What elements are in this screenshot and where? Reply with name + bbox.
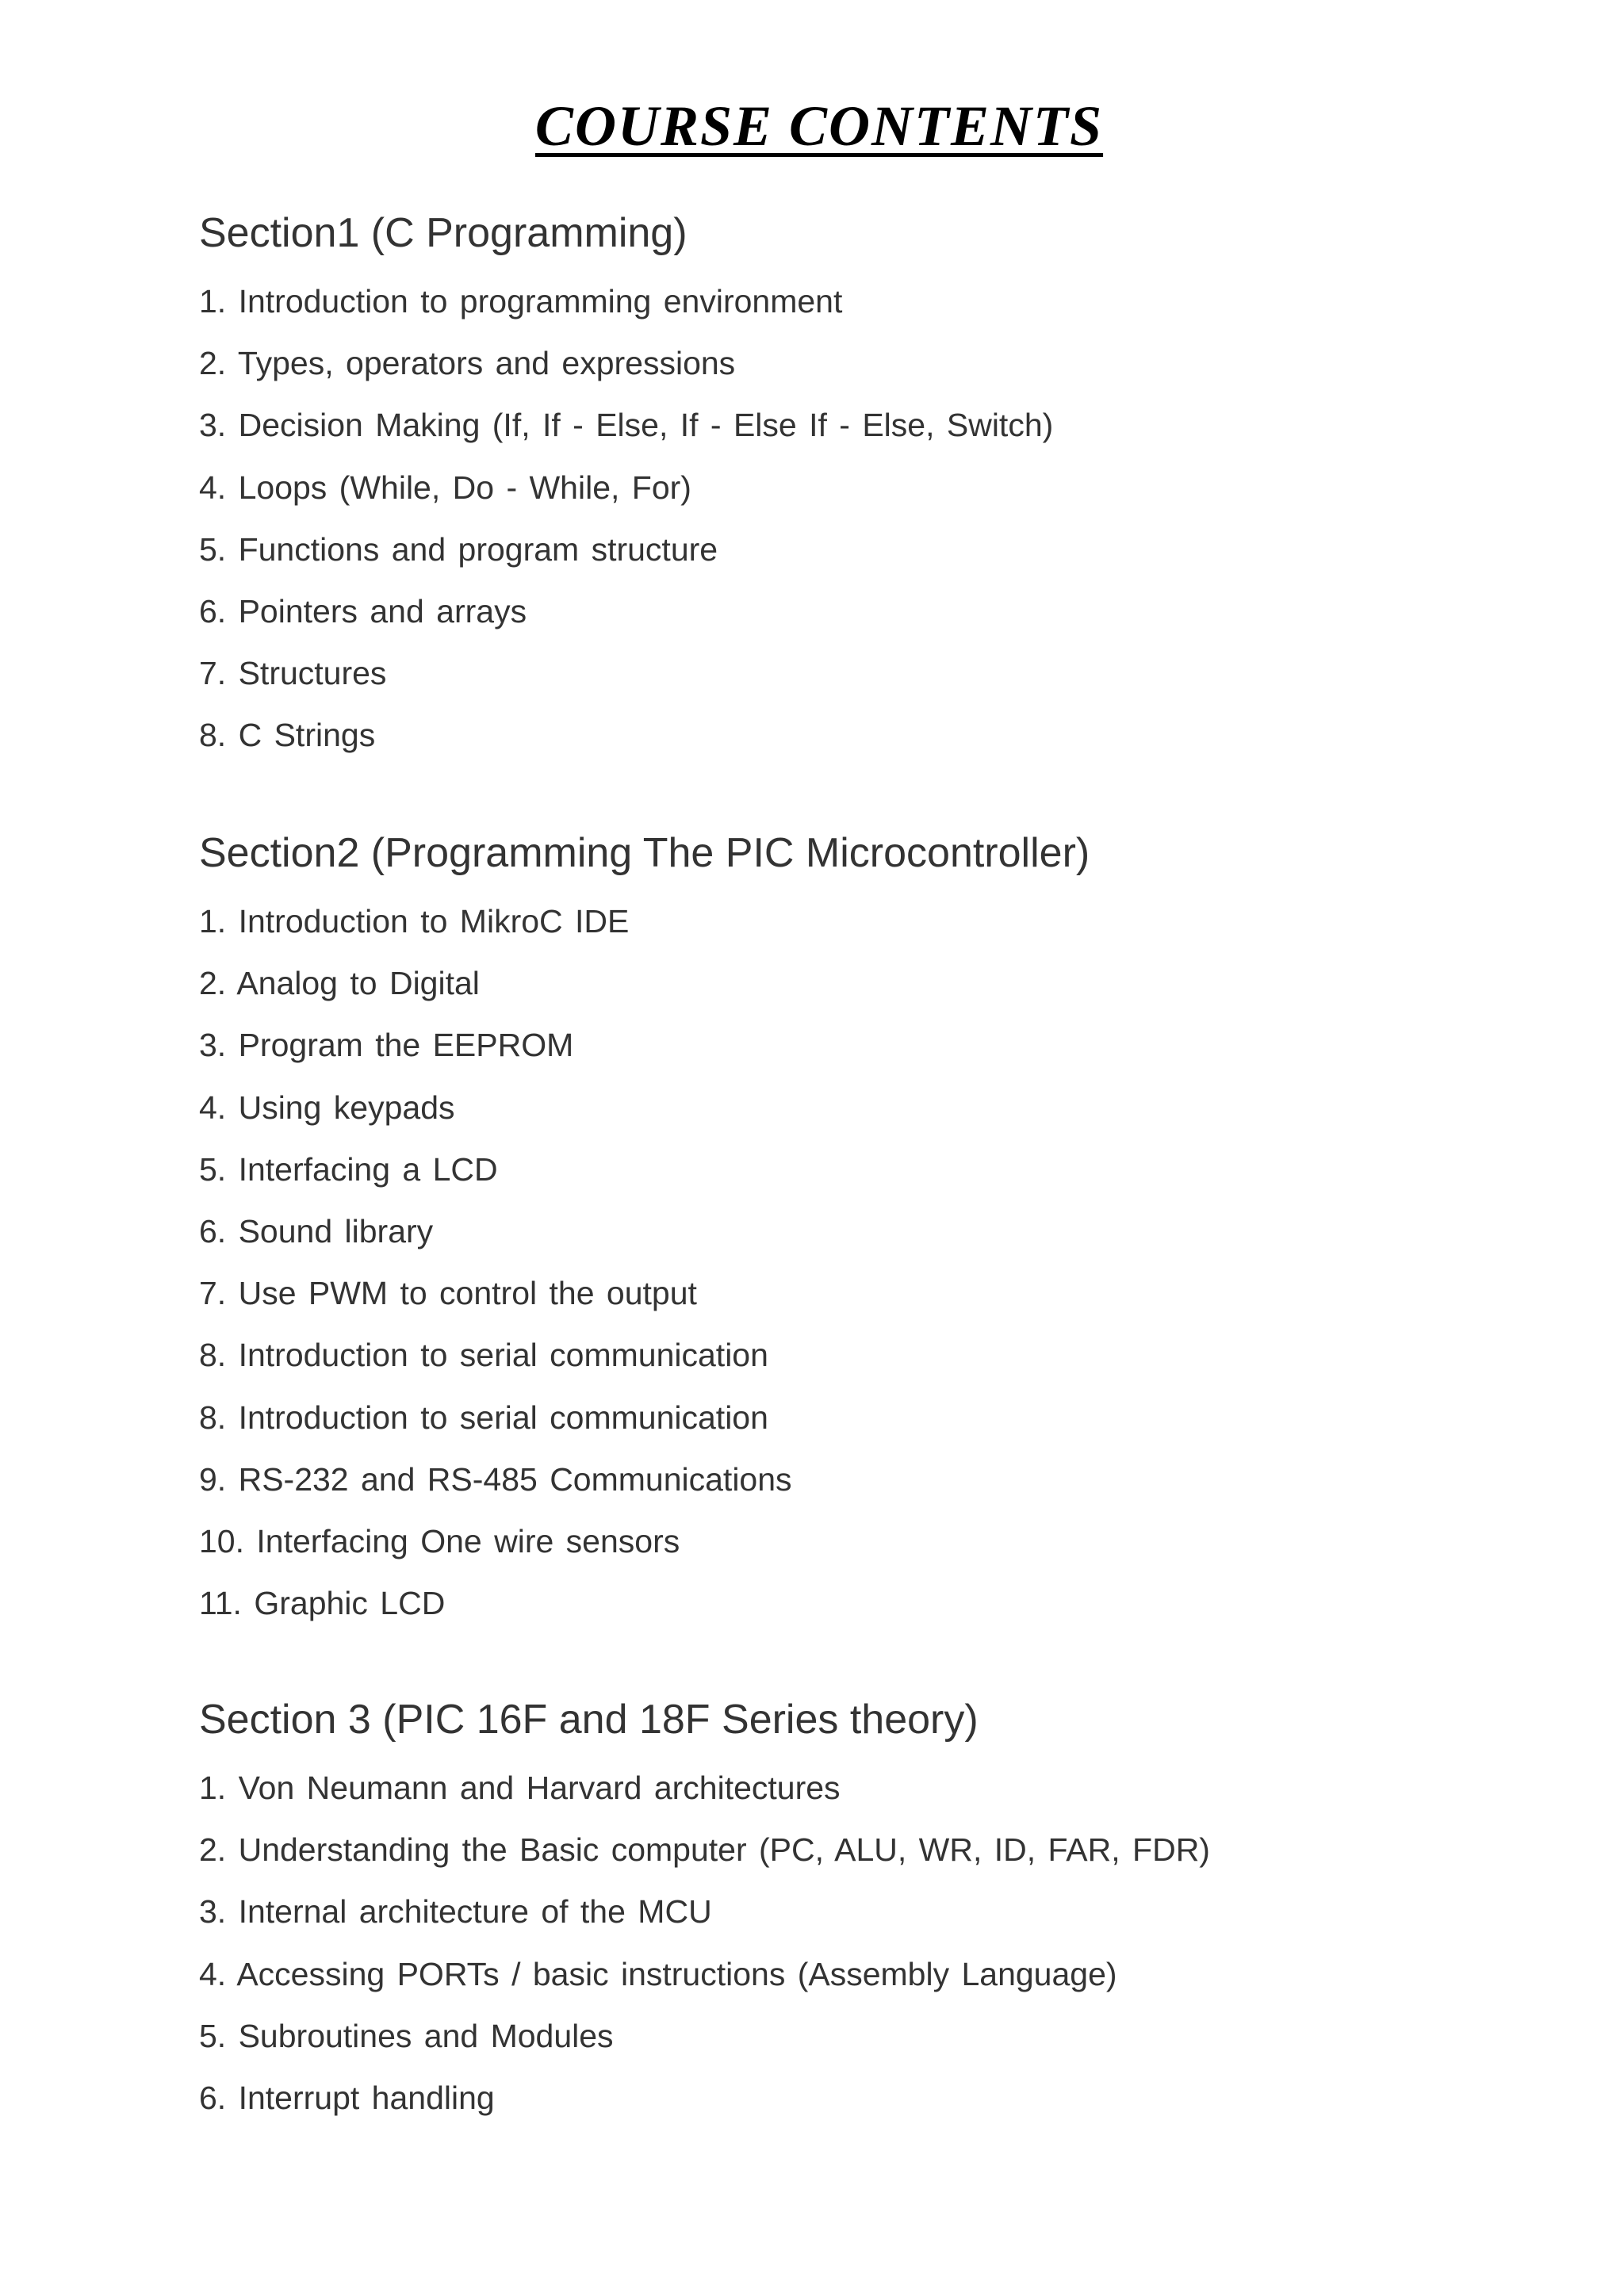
- section-c-programming: [199, 202, 1053, 767]
- page-title-text: COURSE CONTENTS: [534, 94, 1104, 158]
- list-item: 1. Introduction to programming environment: [199, 283, 843, 320]
- list-item: 2. Understanding the Basic computer (PC, ALU, WR, ID, FAR, FDR): [199, 1831, 1210, 1869]
- section-list: [199, 1757, 1210, 2129]
- section-heading: Section 3 (PIC 16F and 18F Series theory): [199, 1697, 979, 1743]
- list-item: 3. Decision Making (If, If - Else, If - Else If - Else, Switch): [199, 407, 1054, 444]
- list-item: 5. Interfacing a LCD: [199, 1150, 498, 1188]
- section-pic-programming: [199, 822, 1090, 1634]
- list-item: 2. Types, operators and expressions: [199, 345, 736, 382]
- page-title: [0, 94, 1624, 159]
- section-heading: Section1 (C Programming): [199, 210, 688, 256]
- section-list: [199, 270, 1053, 767]
- list-item: 3. Internal architecture of the MCU: [199, 1893, 712, 1931]
- list-item: 8. C Strings: [199, 717, 376, 754]
- list-item: 7. Structures: [199, 655, 387, 692]
- list-item: 7. Use PWM to control the output: [199, 1275, 697, 1312]
- list-item: 6. Pointers and arrays: [199, 592, 527, 629]
- section-pic-theory: [199, 1689, 1210, 2129]
- list-item: 6. Interrupt handling: [199, 2079, 495, 2116]
- list-item: 8. Introduction to serial communication: [199, 1337, 768, 1374]
- list-item: 8. Introduction to serial communication: [199, 1399, 768, 1436]
- list-item: 6. Sound library: [199, 1212, 434, 1249]
- list-item: 11. Graphic LCD: [199, 1585, 446, 1622]
- list-item: 5. Functions and program structure: [199, 530, 718, 568]
- list-item: 4. Accessing PORTs / basic instructions (Assembly Language): [199, 1955, 1117, 1992]
- section-heading: Section2 (Programming The PIC Microcontroller): [199, 830, 1090, 876]
- section-list: [199, 890, 1090, 1634]
- list-item: 2. Analog to Digital: [199, 965, 480, 1002]
- list-item: 9. RS-232 and RS-485 Communications: [199, 1460, 792, 1498]
- list-item: 4. Loops (While, Do - While, For): [199, 469, 691, 506]
- list-item: 3. Program the EEPROM: [199, 1027, 574, 1064]
- list-item: 1. Von Neumann and Harvard architectures: [199, 1770, 841, 1806]
- list-item: 1. Introduction to MikroC IDE: [199, 903, 630, 939]
- list-item: 10. Interfacing One wire sensors: [199, 1522, 680, 1559]
- list-item: 5. Subroutines and Modules: [199, 2017, 614, 2054]
- list-item: 4. Using keypads: [199, 1089, 455, 1126]
